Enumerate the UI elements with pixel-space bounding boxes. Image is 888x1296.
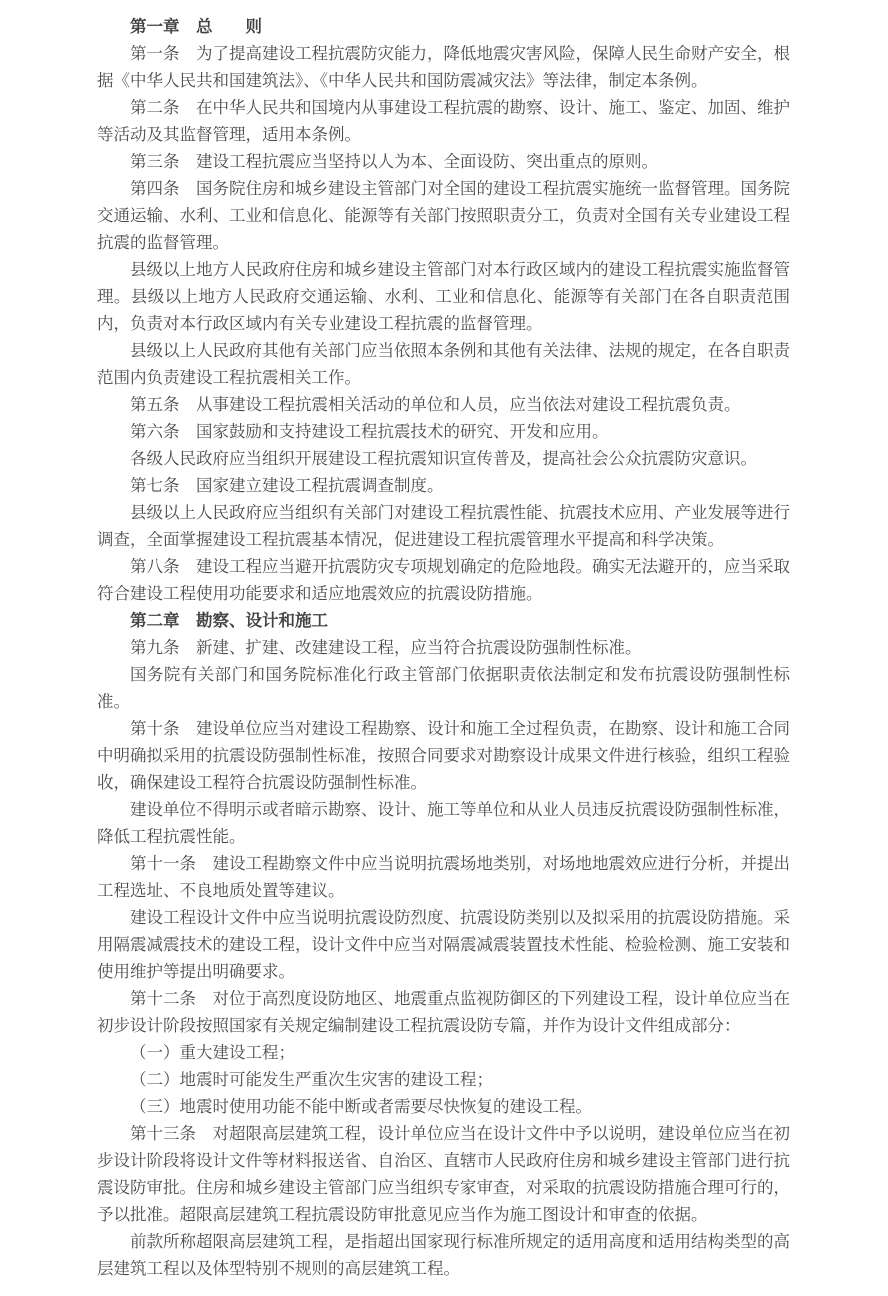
article-6-paragraph-1: 第六条 国家鼓励和支持建设工程抗震技术的研究、开发和应用。 xyxy=(130,422,609,441)
article-11-paragraph-1: 第十一条 建设工程勘察文件中应当说明抗震场地类别，对场地地震效应进行分析，并提出工程选址、不良地质处置等建议。 xyxy=(97,854,790,900)
article-9-paragraph-2: 国务院有关部门和国务院标准化行政主管部门依据职责依法制定和发布抗震设防强制性标准。 xyxy=(97,665,790,711)
article-10-paragraph-1: 第十条 建设单位应当对建设工程勘察、设计和施工全过程负责，在勘察、设计和施工合同中明确拟采用的抗震设防强制性标准，按照合同要求对勘察设计成果文件进行核验，组织工程验收，确保建设工程符合抗震设防强制性标准。 xyxy=(97,719,790,792)
article-4-paragraph-1: 第四条 国务院住房和城乡建设主管部门对全国的建设工程抗震实施统一监督管理。国务院交通运输、水利、工业和信息化、能源等有关部门按照职责分工，负责对全国有关专业建设工程抗震的监督管理。 xyxy=(97,179,790,252)
chapter-1-heading: 第一章 总 则 xyxy=(130,17,262,36)
article-4-paragraph-3: 县级以上人民政府其他有关部门应当依照本条例和其他有关法律、法规的规定，在各自职责范围内负责建设工程抗震相关工作。 xyxy=(97,341,790,387)
article-12-item-1: （一）重大建设工程； xyxy=(130,1043,295,1062)
article-5-paragraph: 第五条 从事建设工程抗震相关活动的单位和人员，应当依法对建设工程抗震负责。 xyxy=(130,395,741,414)
article-11-paragraph-2: 建设工程设计文件中应当说明抗震设防烈度、抗震设防类别以及拟采用的抗震设防措施。采用隔震减震技术的建设工程，设计文件中应当对隔震减震装置技术性能、检验检测、施工安装和使用维护等提出明确要求。 xyxy=(97,908,790,981)
article-12-item-2: （二）地震时可能发生严重次生灾害的建设工程； xyxy=(130,1070,493,1089)
article-1-paragraph: 第一条 为了提高建设工程抗震防灾能力，降低地震灾害风险，保障人民生命财产安全，根据《中华人民共和国建筑法》、《中华人民共和国防震减灾法》等法律，制定本条例。 xyxy=(97,44,790,90)
article-12-item-3: （三）地震时使用功能不能中断或者需要尽快恢复的建设工程。 xyxy=(130,1097,592,1116)
article-4-paragraph-2: 县级以上地方人民政府住房和城乡建设主管部门对本行政区域内的建设工程抗震实施监督管理。县级以上地方人民政府交通运输、水利、工业和信息化、能源等有关部门在各自职责范围内，负责对本行政区域内有关专业建设工程抗震的监督管理。 xyxy=(97,260,790,333)
article-13-paragraph-1: 第十三条 对超限高层建筑工程，设计单位应当在设计文件中予以说明，建设单位应当在初步设计阶段将设计文件等材料报送省、自治区、直辖市人民政府住房和城乡建设主管部门进行抗震设防审批。住房和城乡建设主管部门应当组织专家审查，对采取的抗震设防措施合理可行的，予以批准。超限高层建筑工程抗震设防审批意见应当作为施工图设计和审查的依据。 xyxy=(97,1124,790,1224)
article-13-paragraph-2: 前款所称超限高层建筑工程，是指超出国家现行标准所规定的适用高度和适用结构类型的高层建筑工程以及体型特别不规则的高层建筑工程。 xyxy=(97,1232,790,1278)
article-9-paragraph-1: 第九条 新建、扩建、改建建设工程，应当符合抗震设防强制性标准。 xyxy=(130,638,642,657)
article-8-paragraph: 第八条 建设工程应当避开抗震防灾专项规划确定的危险地段。确实无法避开的，应当采取符合建设工程使用功能要求和适应地震效应的抗震设防措施。 xyxy=(97,557,790,603)
article-7-paragraph-1: 第七条 国家建立建设工程抗震调查制度。 xyxy=(130,476,444,495)
article-10-paragraph-2: 建设单位不得明示或者暗示勘察、设计、施工等单位和从业人员违反抗震设防强制性标准，降低工程抗震性能。 xyxy=(97,800,790,846)
article-6-paragraph-2: 各级人民政府应当组织开展建设工程抗震知识宣传普及，提高社会公众抗震防灾意识。 xyxy=(130,449,757,468)
article-2-paragraph: 第二条 在中华人民共和国境内从事建设工程抗震的勘察、设计、施工、鉴定、加固、维护等活动及其监督管理，适用本条例。 xyxy=(97,98,790,144)
chapter-2-heading: 第二章 勘察、设计和施工 xyxy=(130,611,328,630)
article-3-paragraph: 第三条 建设工程抗震应当坚持以人为本、全面设防、突出重点的原则。 xyxy=(130,152,658,171)
article-7-paragraph-2: 县级以上人民政府应当组织有关部门对建设工程抗震性能、抗震技术应用、产业发展等进行调查，全面掌握建设工程抗震基本情况，促进建设工程抗震管理水平提高和科学决策。 xyxy=(97,503,790,549)
article-12-paragraph: 第十二条 对位于高烈度设防地区、地震重点监视防御区的下列建设工程，设计单位应当在初步设计阶段按照国家有关规定编制建设工程抗震设防专篇，并作为设计文件组成部分： xyxy=(97,989,790,1035)
